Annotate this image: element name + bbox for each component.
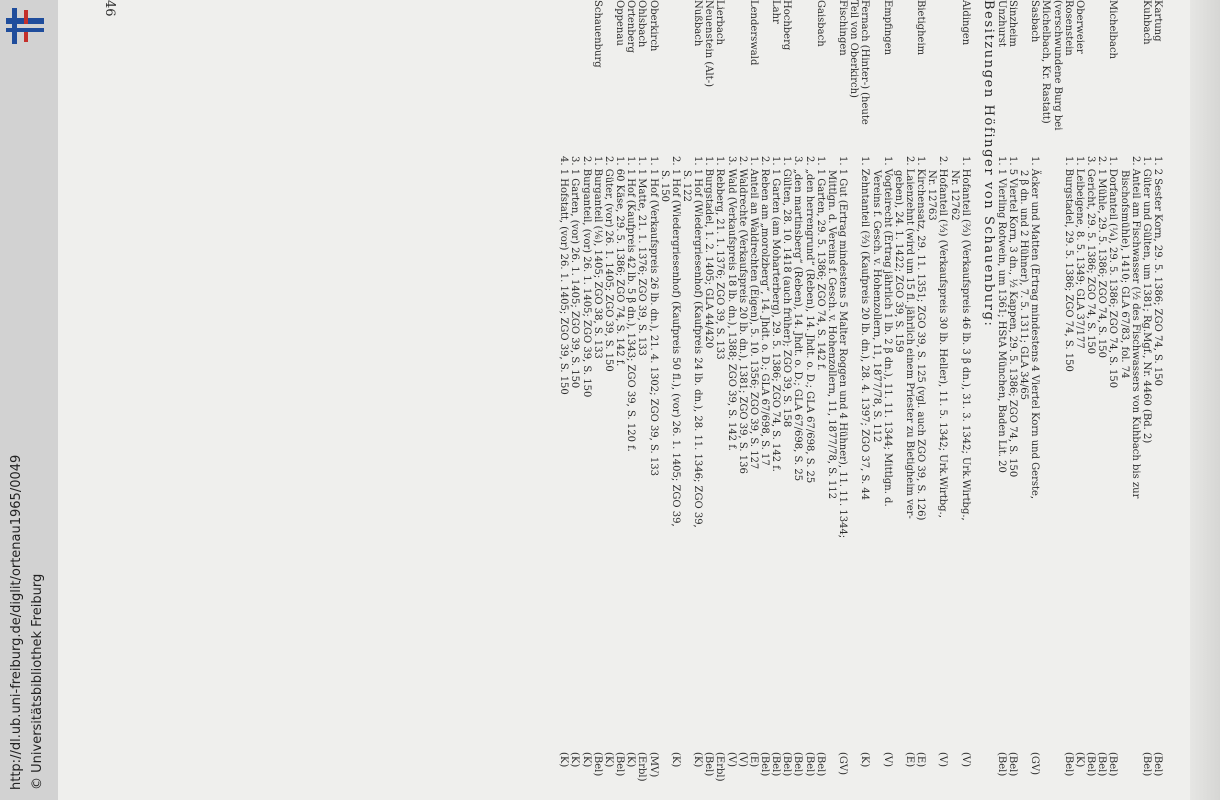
source-code: (K) <box>580 752 592 768</box>
source-code: (E) <box>904 752 915 768</box>
entry-text: Nr. 12763 <box>926 170 938 221</box>
source-code: (MV) <box>647 752 659 778</box>
place-name: Sasbach <box>1029 0 1041 43</box>
entry-text: Nr. 12762 <box>948 170 960 221</box>
entry-text: geben), 24. 1. 1422; ZGO 39, S. 159 <box>892 170 904 353</box>
place-name: Lenderswald <box>747 0 759 66</box>
entry-text: 1. 1 Vierling Rotwein, um 1361; HStA München, Baden Lit. 20 <box>995 156 1007 473</box>
source-code: (V) <box>881 752 893 768</box>
page-number: 46 <box>102 0 117 17</box>
place-name: Bietigheim <box>915 0 927 56</box>
source-code: (V) <box>725 752 737 768</box>
source-code: (GV) <box>837 752 849 776</box>
source-code: (Bel) <box>781 752 793 777</box>
source-code: (K) <box>1073 752 1085 768</box>
source-code: (E) <box>747 752 759 768</box>
source-code: (K) <box>859 752 871 768</box>
source-code: (Erbl) <box>714 752 726 782</box>
source-code: (Bel) <box>995 752 1007 777</box>
entry-text: 1. Äcker und Matten (Ertrag mindestens 4 Viertel Korn und Gerste, <box>1029 156 1041 500</box>
entry-text: Mittlgn. d. Vereins f. Gesch. v. Hohenzollern, 11, 1877/78, S. 112 <box>825 170 837 500</box>
place-name: Ohlsbach <box>636 0 648 48</box>
place-name: Ortenberg <box>625 0 637 53</box>
source-code: (GV) <box>1029 752 1041 776</box>
place-name: Michelbach, Kr. Rastatt) <box>1040 0 1052 124</box>
source-code: (Bel) <box>814 752 826 777</box>
source-code: (Bel) <box>1140 752 1152 777</box>
source-code: (Bel) <box>792 752 804 777</box>
entry-text: 1. 1 Matte, 21. 1. 1376; ZGO 39, S. 133 <box>636 156 648 356</box>
place-name: Nußbach <box>692 0 704 47</box>
entry-text: 1. 5 Viertel Korn, 3 dn., ½ Kappen, 29. 5. 1386; ZGO 74, S. 150 <box>1007 156 1019 478</box>
entry-text: 1. Burganteil (⅙), 1405; ZGO 38, S. 133 <box>591 156 603 359</box>
place-name: Unzhurst <box>995 0 1007 47</box>
source-code: (Bel) <box>803 752 815 777</box>
entry-text: 2. Hofanteil (⅓) (Verkaufspreis 30 lb. Heller), 11. 5. 1342; Urk.Wirtbg., <box>937 156 949 518</box>
place-name: Lahr <box>770 0 782 24</box>
place-name: Kartung <box>1152 0 1163 42</box>
entry-text: 1. 1 Gut (Ertrag mindestens 5 Malter Roggen und 4 Hühner), 11. 11. 1344; <box>837 156 849 539</box>
place-name: Oberweier <box>1073 0 1085 54</box>
place-name: Fischingen <box>837 0 849 56</box>
entry-text: 1. Anteil an Waldrechten (Eigen), 5. 10. 1356; ZGO 39, S. 127 <box>747 156 759 470</box>
entry-text: 1. Leibeigene, 8. 5. 1349; GLA 37/177 <box>1073 156 1085 349</box>
entry-text: 2. Anteil am Fischwasser (½ des Fischwassers von Kuhbach bis zur <box>1129 156 1141 499</box>
entry-text: 1. Hofanteil (⅔) (Verkaufspreis 46 lb. 3 β dn.), 31. 3. 1342; Urk.Wirtbg., <box>959 156 971 521</box>
entry-text: 2. Reben am „morolzberg“, 14. Jhdt. o. D.; GLA 67/698, S. 17 <box>759 156 771 466</box>
source-code: (K) <box>692 752 704 768</box>
source-code: (Bel) <box>1007 752 1019 777</box>
source-code: (K) <box>602 752 614 768</box>
source-code: (Bel) <box>1152 752 1163 777</box>
entry-text: 3. 1 Garten, (vor) 26. 1. 1405; ZGO 39, S. 150 <box>569 156 581 389</box>
entry-text: S. 150 <box>658 170 670 202</box>
section-heading: Besitzungen Höfinger von Schauenburg: <box>980 0 996 328</box>
place-name: Sinzheim <box>1007 0 1019 47</box>
source-code: (Bel) <box>1085 752 1097 777</box>
entry-text: 1. Burgstadel, 29. 5. 1386; ZGO 74, S. 150 <box>1062 156 1074 372</box>
place-name: Rosenstein <box>1062 0 1074 56</box>
entry-text: 2. 1 Mühle, 29. 5. 1386; ZGO 74, S. 150 <box>1096 156 1108 358</box>
source-code: (Bel) <box>614 752 626 777</box>
source-code: (K) <box>558 752 570 768</box>
entry-text: 1. Zehntanteil (⅔) (Kaufpreis 20 lb. dn.), 28. 4. 1397; ZGO 37, S. 44 <box>859 156 871 501</box>
place-name: Kuhbach <box>1140 0 1152 45</box>
entry-text: 1. Kirchensatz, 29. 11. 1351; ZGO 39, S. 125 (vgl. auch ZGO 39, S. 126) <box>915 156 927 521</box>
entry-text: 1. Rebberg, 21. 1. 1376; ZGO 39, S. 133 <box>714 156 726 360</box>
viewer-sidebar <box>0 0 59 800</box>
entry-text: 2. 1 Hof (Wiedergriesenhof) (Kaufpreis 50 fl.), (vor) 26. 1. 1405; ZGO 39, <box>669 156 681 527</box>
entry-text: 1. Gülten, 28. 10. 1418 (auch früher); ZGO 39, S. 158 <box>781 156 793 428</box>
entry-text: 1. 60 Käse, 29. 5. 1386; ZGO 74, S. 142 f. <box>614 156 626 367</box>
source-code: (Bel) <box>1062 752 1074 777</box>
credit-owner: © Universitätsbibliothek Freiburg <box>30 573 45 790</box>
entry-text: Bischofsmühle), 1410; GLA 67/83, fol. 74 <box>1118 170 1130 379</box>
entry-text: 2. Laienzehnt (wird um 15 fl. jährlich einem Priester zu Bietigheim ver- <box>904 156 915 519</box>
source-code: (Bel) <box>770 752 782 777</box>
entry-text: 1. Burgstadel, 1. 2. 1405; GLA 44/420 <box>703 156 715 349</box>
source-code: (K) <box>569 752 581 768</box>
place-name: Schauenburg <box>591 0 603 68</box>
entry-text: 2. „den herrengrund“ (Reben), 14. Jhdt. o. D.; GLA 67/698, S. 25 <box>803 156 815 484</box>
entry-text: 1. 1 Garten, 29. 5. 1386; ZGO 74, S. 142 f. <box>814 156 826 371</box>
library-logo-icon[interactable] <box>2 2 48 48</box>
place-name: Hochberg <box>781 0 793 51</box>
place-name: Michelbach <box>1107 0 1119 59</box>
entry-text: 1. 2 Sester Korn, 29. 5. 1386; ZGO 74, S. 150 <box>1152 156 1163 386</box>
source-code: (Bel) <box>1096 752 1108 777</box>
place-name: Oppenau <box>614 0 626 46</box>
credit-block <box>6 410 50 790</box>
entry-text: 1. 1 Hof (Wiedergriesenhof) (Kaufpreis 24 lb. dn.), 28. 11. 1346; ZGO 39, <box>692 156 704 528</box>
entry-text: 2. Waldrechte (Verkaufspreis 20 lb. dn.), 1381; ZGO 39, S. 136 <box>736 156 748 474</box>
place-name: Teil von Oberkirch) <box>848 0 860 98</box>
entry-text: Vereins f. Gesch. v. Hohenzollern, 11, 1877/78, S. 112 <box>870 170 882 443</box>
source-code: (Bel) <box>703 752 715 777</box>
entry-text: 1. Dorfanteil (¼), 29. 5. 1386; ZGO 74, S. 150 <box>1107 156 1119 389</box>
source-code: (K) <box>625 752 637 768</box>
source-code: (V) <box>736 752 748 768</box>
source-code: (K) <box>669 752 681 768</box>
place-name: Lierbach <box>714 0 726 45</box>
source-code: (Bel) <box>591 752 603 777</box>
place-name: Oberkirch <box>647 0 659 52</box>
place-name: Neuenstein (Alt-) <box>703 0 715 87</box>
source-code: (V) <box>959 752 971 768</box>
entry-text: 1. 1 Hof (Kaufpreis 42 lb. 5 β dn.), 1343; ZGO 39, S. 120 f. <box>625 156 637 452</box>
source-code: (Bel) <box>1107 752 1119 777</box>
source-code: (Erbl) <box>636 752 648 782</box>
place-name: Fernach (Hinter-) (heute <box>859 0 871 125</box>
entry-text: 1. Vogteirecht (Ertrag jährlich 1 lb. 2 β dn.), 11. 11. 1344; Mittlgn. d. <box>881 156 893 507</box>
entry-text: 4. 1 Hofstatt, (vor) 26. 1. 1405; ZGO 39, S. 150 <box>558 156 570 395</box>
rotated-page-content <box>60 0 1182 800</box>
entry-text: 1. 1 Garten (am Moharterberg), 29. 5. 1386; ZGO 74, S. 142 f. <box>770 156 782 472</box>
scanned-page <box>58 0 1220 800</box>
entry-text: 2. Burganteil, (vor) 26. 1. 1405; ZGO 39, S. 150 <box>580 156 592 398</box>
entry-text: 3. „den martinsberg“ (Reben), 14. Jhdt. o. D.; GLA 67/698, S. 25 <box>792 156 804 482</box>
source-code: (Bel) <box>759 752 771 777</box>
entry-text: 1. 1 Hof (Verkaufspreis 26 lb. dn.), 21. 4. 1302; ZGO 39, S. 133 <box>647 156 659 476</box>
page-edge-shadow <box>1190 0 1220 800</box>
entry-text: 2. Güter, (vor) 26. 1. 1405; ZGO 39, S. 150 <box>602 156 614 372</box>
source-code: (E) <box>915 752 927 768</box>
entry-text: 1. Güter und Gülten, um 1381; Rg.Mgf., Nr. 4460 (Bd. 2) <box>1140 156 1152 444</box>
entry-text: 3. Gericht, 29. 5. 1386; ZGO 74, S. 150 <box>1085 156 1097 355</box>
entry-text: 3. Wald (Verkaufspreis 18 lb. dn.), 1388; ZGO 39, S. 142 f. <box>725 156 737 451</box>
credit-url-link[interactable]: http://dl.ub.uni-freiburg.de/diglit/ortenau1965/0049 <box>9 454 24 790</box>
place-name: Aldingen <box>959 0 971 46</box>
source-code: (V) <box>937 752 949 768</box>
entry-text: S. 122 <box>681 170 692 202</box>
place-name: Gaisbach <box>814 0 826 47</box>
place-name: Empfingen <box>881 0 893 56</box>
place-name: (verschwundene Burg bei <box>1051 0 1063 131</box>
entry-text: 2 β dn. und 2 Hühner), 7. 5. 1311; GLA 34/65 <box>1018 170 1030 400</box>
